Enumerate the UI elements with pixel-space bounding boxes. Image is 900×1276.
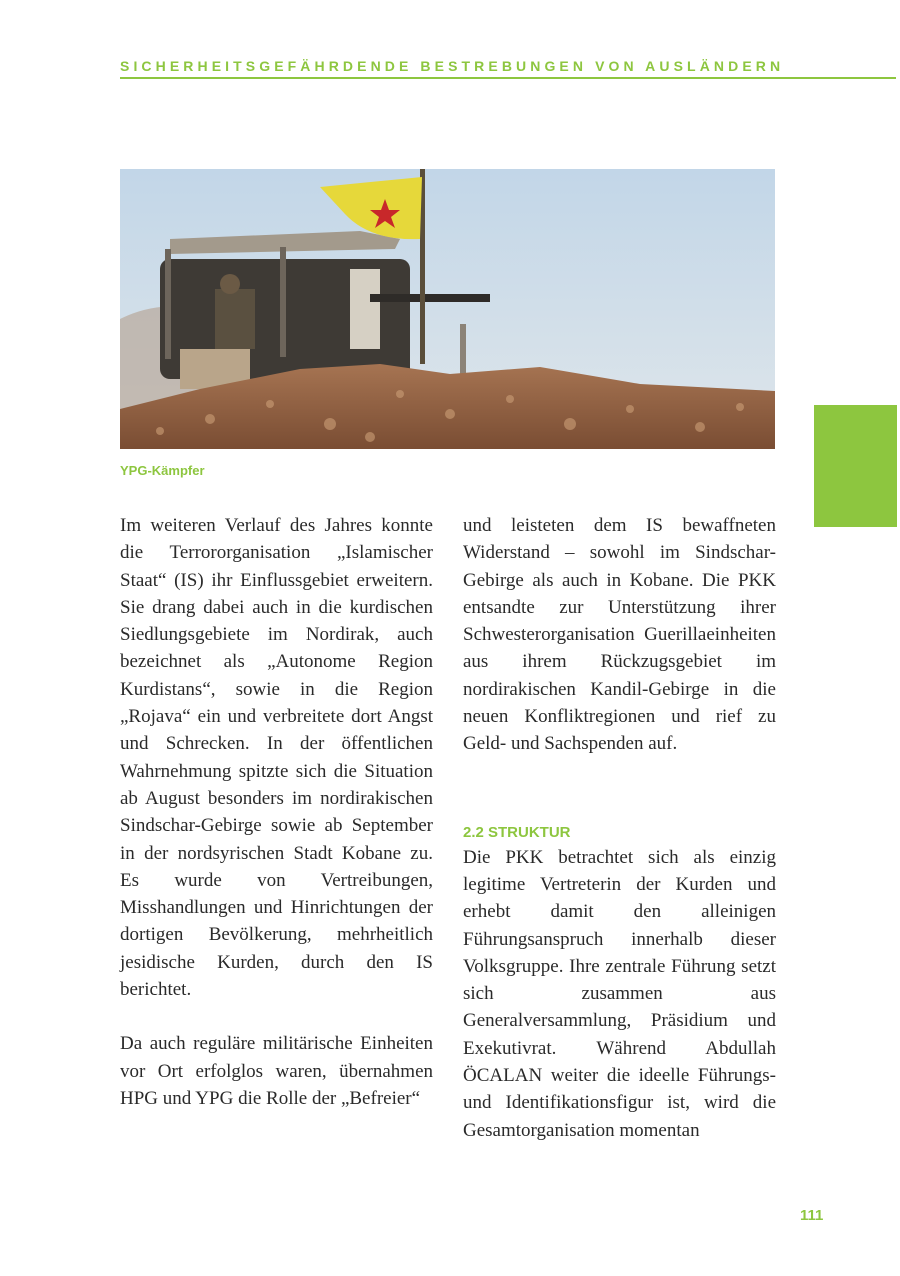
running-header-title: SICHERHEITSGEFÄHRDENDE BESTREBUNGEN VON AUSLÄNDERN <box>120 58 785 74</box>
photo-ypg-fighter <box>120 169 775 449</box>
running-header <box>120 58 896 74</box>
left-paragraph-2: Da auch reguläre militärische Einheiten vor Ort erfolglos waren, übernahmen HPG und YPG die Rolle der „Befreier“ <box>120 1033 433 1109</box>
section-heading: 2.2 STRUKTUR <box>463 823 571 841</box>
chapter-side-tab <box>814 405 897 527</box>
figure-caption: YPG-Kämpfer <box>120 463 205 478</box>
right-column <box>463 512 776 1144</box>
page-number: 111 <box>800 1207 824 1224</box>
post <box>460 324 466 374</box>
right-paragraph-2: Die PKK betrachtet sich als einzig legitime Vertreterin der Kurden und erhebt damit den alleinigen Führungsanspruch innerhalb dieser Volksgruppe. Ihre zentrale Führung setzt sich zusammen aus Generalversammlung, Präsidium und Exekutivrat. Während Abdullah ÖCALAN weiter die ideelle Führungs- und Identifikationsfigur ist, wird die Gesamtorganisation momentan <box>463 846 776 1141</box>
header-rule <box>120 77 896 79</box>
right-paragraph-1: und leisteten dem IS bewaffneten Widerstand – sowohl im Sindschar-Gebirge als auch in Kobane. Die PKK entsandte zur Unterstützung ihrer Schwesterorganisation Guerillaeinheiten aus ihrem Rückzugsgebiet im nordirakischen Kandil-Gebirge in die neuen Konfliktregionen und rief zu Geld- und Sachspenden auf. <box>463 515 776 755</box>
left-column <box>120 512 433 1112</box>
left-paragraph-1: Im weiteren Verlauf des Jahres konnte die Terrororganisation „Islamischer Staat“ (IS) ihr Einflussgebiet erweitern. Sie drang dabei auch in die kurdischen Siedlungsgebiete im Nordirak, auch bezeichnet als „Autonome Region Kurdistans“, sowie in die Region „Rojava“ ein und verbreitete dort Angst und Schrecken. In der öffentlichen Wahrnehmung spitzte sich die Situation ab August besonders im nordirakischen Sindschar-Gebirge sowie ab September in der nordsyrischen Stadt Kobane zu. Es wurde von Vertreibungen, Misshandlungen und Hinrichtungen der dortigen Bevölkerung, mehrheitlich jesidische Kurden, durch den IS berichtet. <box>120 515 433 1001</box>
